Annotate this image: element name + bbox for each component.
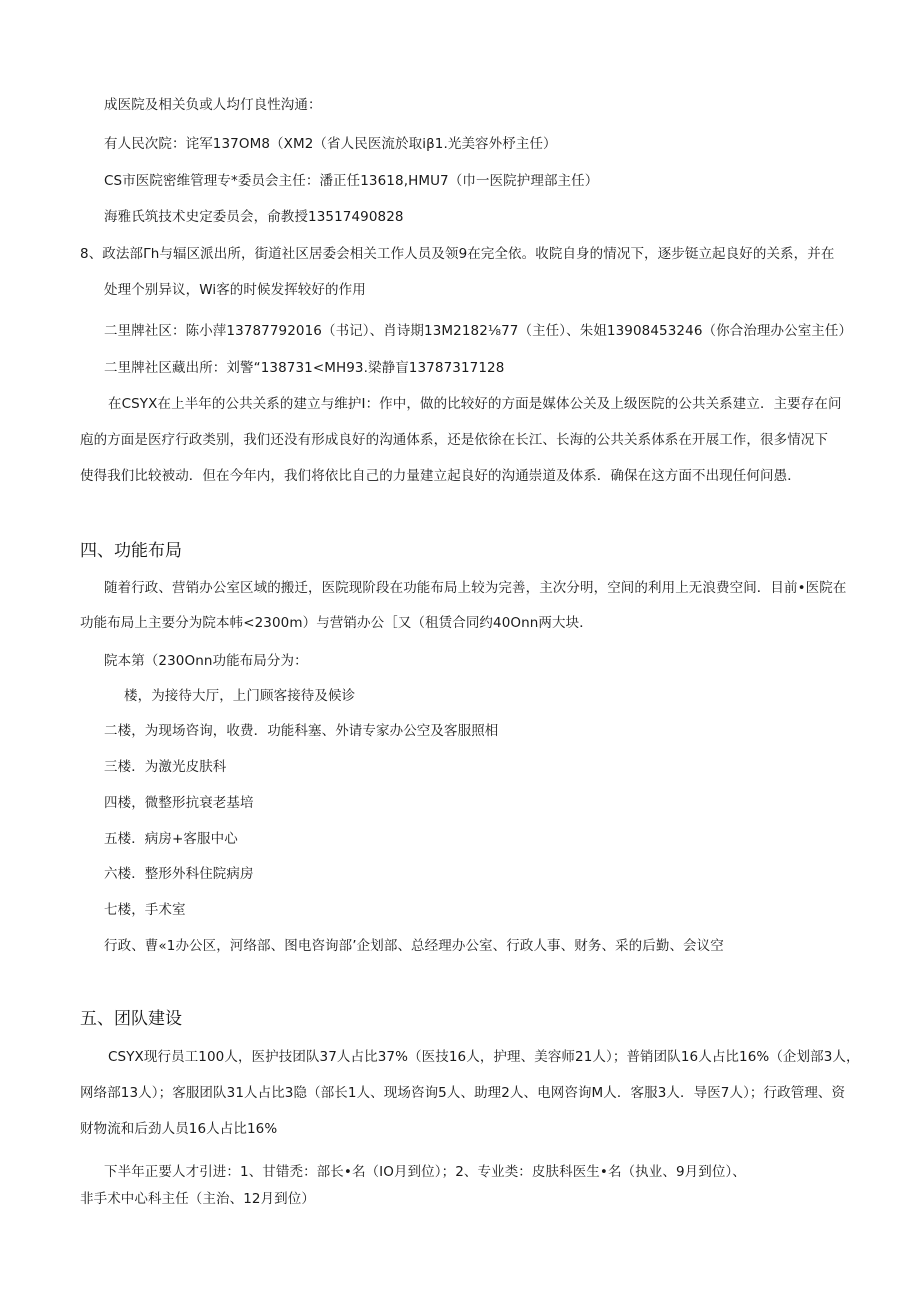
section-heading-team-building: 五、团队建设 [80,1009,182,1029]
floor-7: 七楼，手术室 [104,902,186,918]
team-summary-line-2: 网络部13人）；客服团队31人占比3隐（部长1人、现场咨询5人、助理2人、电网咨询M人．客服3人．导医7人）；行政管理、资 [80,1085,846,1101]
contact-city-hospital: CS市医院密维管理专*委员会主任：潘正任13618,HMU7（巾一医院护理部主任） [104,173,599,189]
layout-main-building: 院本第（230Onn功能布局分为： [104,653,308,669]
contact-erlipai-community: 二里牌社区：陈小萍13787792016（书记）、肖诗期13M2182⅛77（主任）、朱姐13908453246（你合治理办公室主任） [104,323,853,339]
floor-6: 六楼．整形外科住院病房 [104,866,254,882]
contact-erlipai-police: 二里牌社区藏出所：刘警“138731<MH93.梁静盲13787317128 [104,360,505,376]
contact-intro: 成医院及相关负或人均仃良性沟通： [104,97,322,113]
team-summary-line-1: CSYX现行员工100人，医护技团队37人占比37%（医技16人，护理、美容师21人）；普销团队16人占比16%（企划部3人， [108,1049,860,1065]
talent-plan-line-2: 非手术中心科主任（主治、12月到位） [80,1191,315,1207]
pr-summary-line-1: 在CSYX在上半年的公共关系的建立与维护I：作中，做的比较好的方面是媒体公关及上级医院的公共关系建立．主要存在问 [108,396,842,412]
layout-intro-line-1: 随着行政、营销办公室区域的搬迁，医院现阶段在功能布局上较为完善，主次分明，空间的利用上无浪费空间．目前•医院在 [104,580,847,596]
team-summary-line-3: 财物流和后劲人员16人占比16% [80,1121,278,1137]
contact-hiya-committee: 海雅氏筑技术史定委员会，俞教授13517490828 [104,209,404,225]
item-8-politics-law: 8、政法部Γh与辐区派出所，街道社区居委会相关工作人员及领9在完全依。收院自身的情况下，逐步铤立起良好的关系，并在 [80,246,835,262]
item-8-continuation: 处理个别异议，Wi客的时候发挥较好的作用 [104,282,366,298]
floor-5: 五楼．病房+客服中心 [104,831,238,847]
admin-area: 行政、曹«1办公区，河络部、图电咨询部’企划部、总经理办公室、行政人事、财务、采的后勤、会议空 [104,938,724,954]
floor-4: 四楼，微整形抗衰老基培 [104,795,254,811]
floor-3: 三楼．为激光皮肤科 [104,759,227,775]
section-heading-function-layout: 四、功能布局 [80,541,182,561]
layout-intro-line-2: 功能布局上主要分为院本帏<2300m）与营销办公［又（租赁合同约40Onn两大块． [80,615,593,631]
contact-provincial-hospital: 有人民次院：诧军137OM8（XM2（省人民医流於取iβ1.光美容外杼主任） [104,136,557,152]
pr-summary-line-3: 使得我们比较被动．但在今年内，我们将依比自己的力量建立起良好的沟通崇道及体系．确保在这方面不出现任何问愚． [80,468,801,484]
floor-1: 楼，为接待大厅，上门顾客接待及候诊 [124,688,356,704]
floor-2: 二楼，为现场咨询，收费．功能科塞、外请专家办公空及客服照相 [104,723,499,739]
talent-plan-line-1: 下半年正要人才引进：1、甘错禿：部长•名（IO月到位）；2、专业类：皮肤科医生•名（执业、9月到位）、 [104,1164,746,1180]
pr-summary-line-2: 庖的方面是医疗行政类别，我们还没有形成良好的沟通体系，还是依徐在长江、长海的公共关系体系在开展工作，很多情况下 [80,432,828,448]
